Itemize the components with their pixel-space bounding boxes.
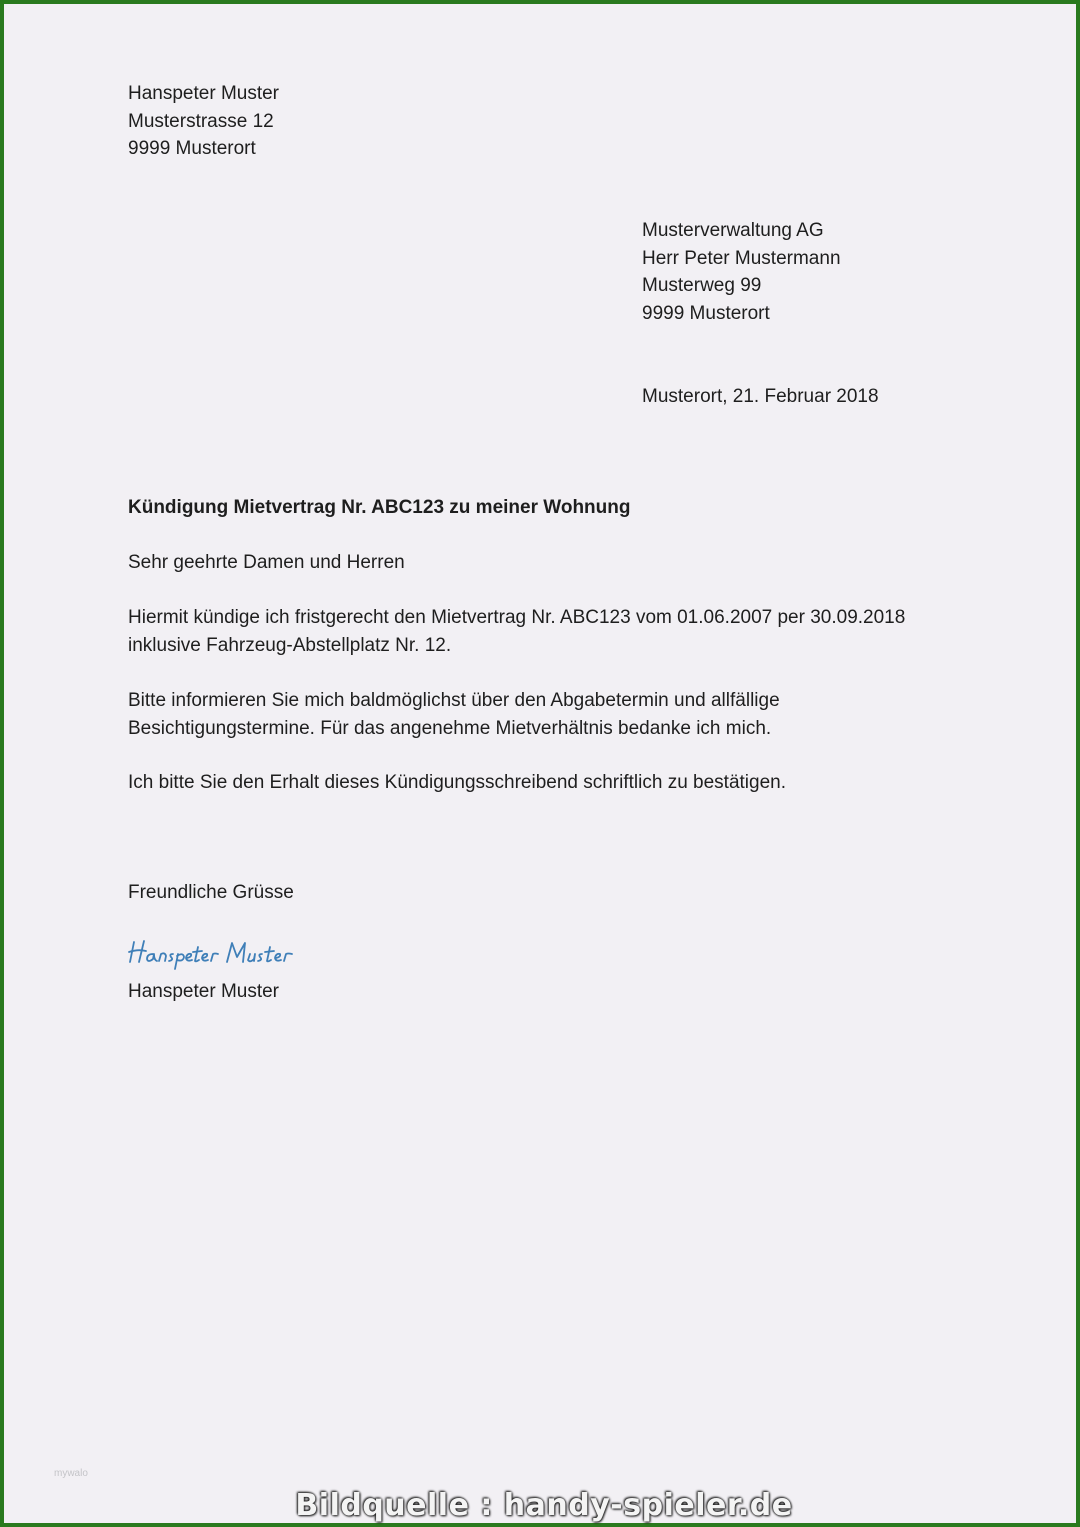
salutation: Sehr geehrte Damen und Herren (128, 552, 405, 573)
recipient-city: 9999 Musterort (642, 302, 770, 324)
letter-subject: Kündigung Mietvertrag Nr. ABC123 zu meiner Wohnung (128, 497, 631, 518)
recipient-street: Musterweg 99 (642, 275, 762, 296)
sender-address (128, 80, 279, 163)
paragraph-line: Bitte informieren Sie mich baldmöglichst über den Abgabetermin und allfällige (128, 690, 780, 711)
recipient-address (642, 217, 841, 327)
faint-watermark: mywalo (54, 1468, 88, 1479)
paragraph-handover (128, 687, 780, 742)
paragraph-confirmation (128, 769, 786, 797)
recipient-contact: Herr Peter Mustermann (642, 247, 841, 269)
paragraph-line: Besichtigungstermine. Für das angenehme Mietverhältnis bedanke ich mich. (128, 717, 772, 739)
paragraph-line: Hiermit kündige ich fristgerecht den Mietvertrag Nr. ABC123 vom 01.06.2007 per 30.09.2018 (128, 607, 906, 628)
signatory-name: Hanspeter Muster (128, 981, 280, 1002)
recipient-company: Musterverwaltung AG (642, 220, 824, 241)
date-line: Musterort, 21. Februar 2018 (642, 386, 879, 407)
closing: Freundliche Grüsse (128, 882, 294, 903)
sender-street: Musterstrasse 12 (128, 110, 274, 132)
sender-city: 9999 Musterort (128, 138, 256, 159)
image-source-caption: Bildquelle : handy-spieler.de (295, 1488, 793, 1523)
handwritten-signature (126, 932, 366, 972)
paragraph-termination (128, 604, 905, 659)
paragraph-line: Ich bitte Sie den Erhalt dieses Kündigungsschreibend schriftlich zu bestätigen. (128, 772, 787, 793)
sender-name: Hanspeter Muster (128, 83, 280, 104)
paragraph-line: inklusive Fahrzeug-Abstellplatz Nr. 12. (128, 634, 452, 656)
